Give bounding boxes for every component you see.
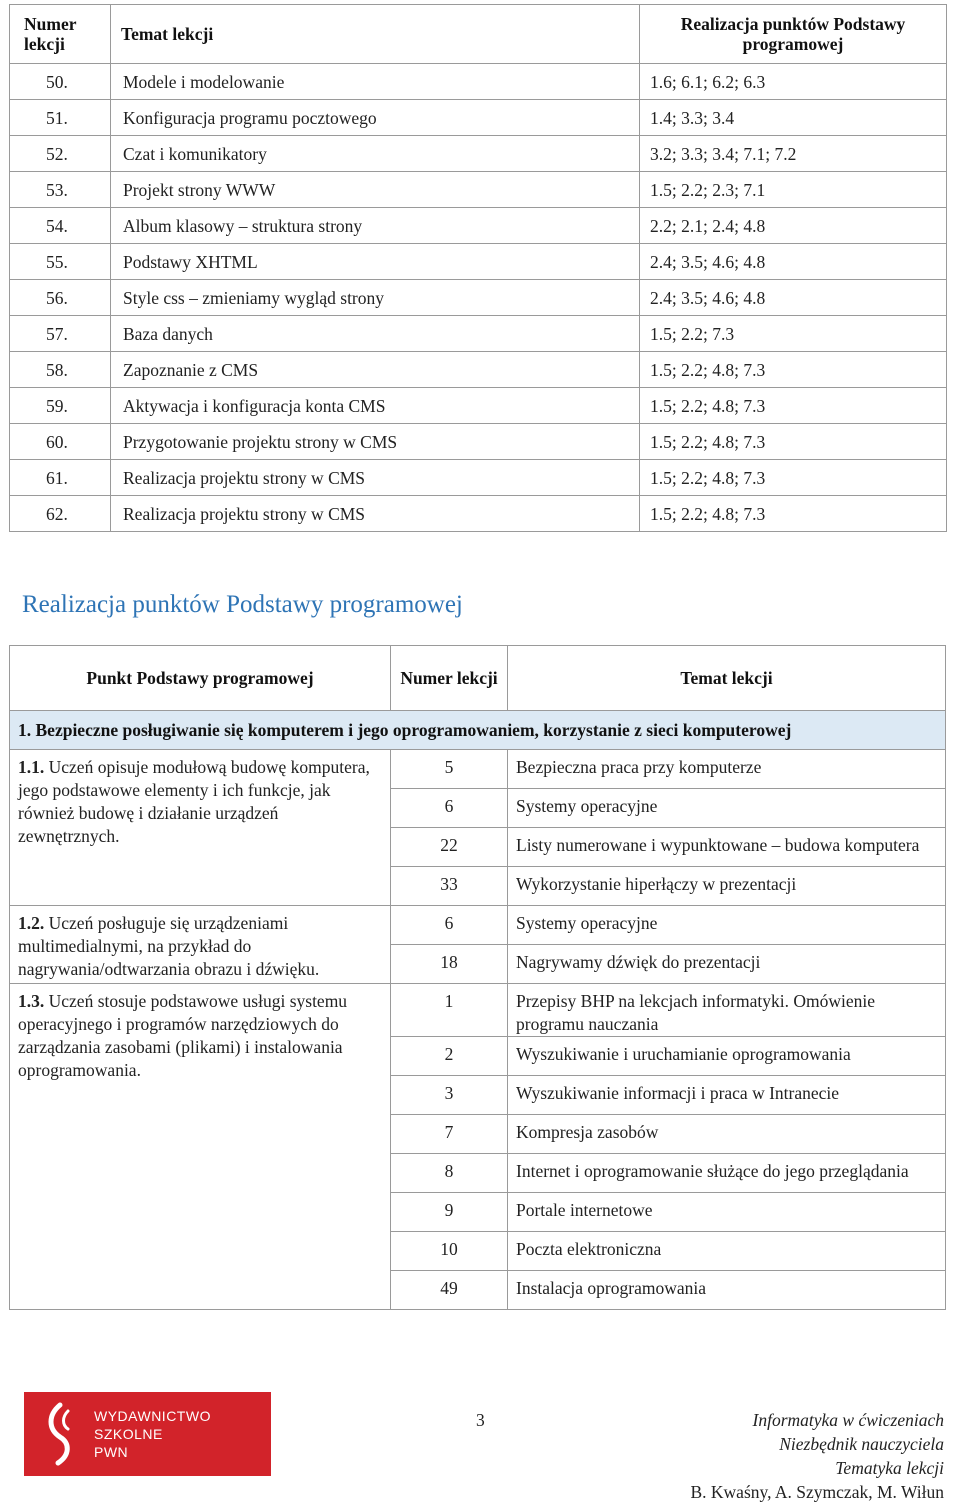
- lesson-number: 56.: [10, 280, 111, 316]
- lesson-number: 18: [391, 945, 508, 984]
- lesson-row: [10, 172, 947, 208]
- section-name: Tematyka lekcji: [835, 1458, 944, 1478]
- lesson-topic: Wyszukiwanie informacji i praca w Intranecie: [508, 1076, 946, 1115]
- lesson-number: 7: [391, 1115, 508, 1154]
- lesson-topic: Internet i oprogramowanie służące do jego przeglądania: [508, 1154, 946, 1193]
- lesson-topic: Realizacja projektu strony w CMS: [111, 460, 640, 496]
- lesson-row: [10, 208, 947, 244]
- point-code: 1.2.: [18, 913, 45, 933]
- lesson-number: 59.: [10, 388, 111, 424]
- footer-info: [690, 1408, 944, 1504]
- lesson-number: 6: [391, 789, 508, 828]
- lesson-topic: Czat i komunikatory: [111, 136, 640, 172]
- lesson-topic: Portale internetowe: [508, 1193, 946, 1232]
- header-realization: Realizacja punktów Podstawy programowej: [640, 5, 947, 64]
- lessons-table-header: [10, 5, 947, 64]
- lesson-row: [10, 64, 947, 100]
- lesson-number: 62.: [10, 496, 111, 532]
- lesson-number: 53.: [10, 172, 111, 208]
- section-heading: Realizacja punktów Podstawy programowej: [22, 591, 463, 618]
- category-label: 1. Bezpieczne posługiwanie się komputerem i jego oprogramowaniem, korzystanie z sieci komputerowej: [10, 711, 946, 750]
- point-code: 1.3.: [18, 991, 45, 1011]
- lesson-topic: Systemy operacyjne: [508, 789, 946, 828]
- point-description: Uczeń posługuje się urządzeniami multimedialnymi, na przykład do nagrywania/odtwarzania obrazu i dźwięku.: [18, 913, 320, 979]
- lesson-number: 6: [391, 906, 508, 945]
- lesson-codes: 3.2; 3.3; 3.4; 7.1; 7.2: [640, 136, 947, 172]
- lesson-topic: Systemy operacyjne: [508, 906, 946, 945]
- lesson-row: [10, 424, 947, 460]
- publisher-logo: [24, 1392, 271, 1476]
- lesson-topic: Instalacja oprogramowania: [508, 1271, 946, 1310]
- lesson-topic: Listy numerowane i wypunktowane – budowa komputera: [508, 828, 946, 867]
- lesson-number: 9: [391, 1193, 508, 1232]
- lesson-codes: 2.4; 3.5; 4.6; 4.8: [640, 244, 947, 280]
- lesson-number: 1: [391, 984, 508, 1037]
- lesson-topic: Album klasowy – struktura strony: [111, 208, 640, 244]
- curriculum-row: [10, 984, 946, 1037]
- lesson-topic: Modele i modelowanie: [111, 64, 640, 100]
- header-number: Numer lekcji: [10, 5, 111, 64]
- pwn-swirl-icon: [38, 1401, 82, 1467]
- lesson-topic: Zapoznanie z CMS: [111, 352, 640, 388]
- lesson-row: [10, 136, 947, 172]
- lesson-topic: Przygotowanie projektu strony w CMS: [111, 424, 640, 460]
- lesson-number: 51.: [10, 100, 111, 136]
- lesson-topic: Wyszukiwanie i uruchamianie oprogramowania: [508, 1037, 946, 1076]
- lesson-codes: 1.5; 2.2; 4.8; 7.3: [640, 388, 947, 424]
- lesson-codes: 1.5; 2.2; 7.3: [640, 316, 947, 352]
- lesson-number: 5: [391, 750, 508, 789]
- lesson-topic: Baza danych: [111, 316, 640, 352]
- lesson-row: [10, 316, 947, 352]
- lesson-number: 3: [391, 1076, 508, 1115]
- logo-line: SZKOLNE: [94, 1426, 163, 1442]
- lesson-row: [10, 352, 947, 388]
- lesson-number: 58.: [10, 352, 111, 388]
- point-description: Uczeń opisuje modułową budowę komputera, jego podstawowe elementy i ich funkcje, jak również budowę i działanie urządzeń zewnętrznych.: [18, 757, 370, 846]
- lesson-topic: Kompresja zasobów: [508, 1115, 946, 1154]
- curriculum-table-body: [10, 711, 946, 1310]
- lesson-number: 61.: [10, 460, 111, 496]
- lesson-topic: Nagrywamy dźwięk do prezentacji: [508, 945, 946, 984]
- header-topic: Temat lekcji: [111, 5, 640, 64]
- lesson-codes: 1.5; 2.2; 4.8; 7.3: [640, 460, 947, 496]
- lesson-number: 55.: [10, 244, 111, 280]
- header-point: Punkt Podstawy programowej: [10, 646, 391, 711]
- lessons-table: [9, 4, 947, 532]
- curriculum-row: [10, 750, 946, 789]
- lesson-row: [10, 460, 947, 496]
- book-title: Informatyka w ćwiczeniach: [752, 1410, 944, 1430]
- lesson-number: 52.: [10, 136, 111, 172]
- point-description: Uczeń stosuje podstawowe usługi systemu operacyjnego i programów narzędziowych do zarządzania zasobami (plikami) i instalowania oprogramowania.: [18, 991, 348, 1080]
- lesson-codes: 1.5; 2.2; 4.8; 7.3: [640, 352, 947, 388]
- authors: B. Kwaśny, A. Szymczak, M. Wiłun: [690, 1482, 944, 1502]
- lesson-topic: Poczta elektroniczna: [508, 1232, 946, 1271]
- lesson-number: 33: [391, 867, 508, 906]
- lesson-topic: Aktywacja i konfiguracja konta CMS: [111, 388, 640, 424]
- curriculum-point: [10, 984, 391, 1310]
- logo-line: WYDAWNICTWO: [94, 1408, 211, 1424]
- lesson-number: 8: [391, 1154, 508, 1193]
- lesson-row: [10, 280, 947, 316]
- curriculum-point: [10, 906, 391, 984]
- lesson-topic: Przepisy BHP na lekcjach informatyki. Omówienie programu nauczania: [508, 984, 946, 1037]
- lesson-number: 60.: [10, 424, 111, 460]
- page-number: 3: [476, 1410, 485, 1430]
- curriculum-table: [9, 645, 946, 1310]
- category-row: [10, 711, 946, 750]
- lesson-codes: 2.2; 2.1; 2.4; 4.8: [640, 208, 947, 244]
- lesson-number: 57.: [10, 316, 111, 352]
- lessons-table-body: [10, 64, 947, 532]
- book-subtitle: Niezbędnik nauczyciela: [779, 1434, 944, 1454]
- curriculum-row: [10, 906, 946, 945]
- lesson-number: 2: [391, 1037, 508, 1076]
- lesson-number: 50.: [10, 64, 111, 100]
- lesson-topic: Wykorzystanie hiperłączy w prezentacji: [508, 867, 946, 906]
- lesson-number: 49: [391, 1271, 508, 1310]
- lesson-codes: 1.5; 2.2; 4.8; 7.3: [640, 424, 947, 460]
- lesson-topic: Style css – zmieniamy wygląd strony: [111, 280, 640, 316]
- lesson-number: 54.: [10, 208, 111, 244]
- lesson-topic: Konfiguracja programu pocztowego: [111, 100, 640, 136]
- lesson-topic: Podstawy XHTML: [111, 244, 640, 280]
- lesson-number: 10: [391, 1232, 508, 1271]
- lesson-codes: 1.6; 6.1; 6.2; 6.3: [640, 64, 947, 100]
- lesson-row: [10, 100, 947, 136]
- publisher-logo-text: [94, 1407, 211, 1461]
- logo-line: PWN: [94, 1444, 129, 1460]
- lesson-codes: 1.5; 2.2; 4.8; 7.3: [640, 496, 947, 532]
- lesson-row: [10, 496, 947, 532]
- header-lesson-topic: Temat lekcji: [508, 646, 946, 711]
- lesson-row: [10, 388, 947, 424]
- lesson-codes: 2.4; 3.5; 4.6; 4.8: [640, 280, 947, 316]
- header-lesson-number: Numer lekcji: [391, 646, 508, 711]
- lesson-topic: Bezpieczna praca przy komputerze: [508, 750, 946, 789]
- lesson-codes: 1.5; 2.2; 2.3; 7.1: [640, 172, 947, 208]
- lesson-row: [10, 244, 947, 280]
- curriculum-point: [10, 750, 391, 906]
- point-code: 1.1.: [18, 757, 45, 777]
- lesson-topic: Realizacja projektu strony w CMS: [111, 496, 640, 532]
- lesson-number: 22: [391, 828, 508, 867]
- curriculum-table-header: [10, 646, 946, 711]
- lesson-topic: Projekt strony WWW: [111, 172, 640, 208]
- lesson-codes: 1.4; 3.3; 3.4: [640, 100, 947, 136]
